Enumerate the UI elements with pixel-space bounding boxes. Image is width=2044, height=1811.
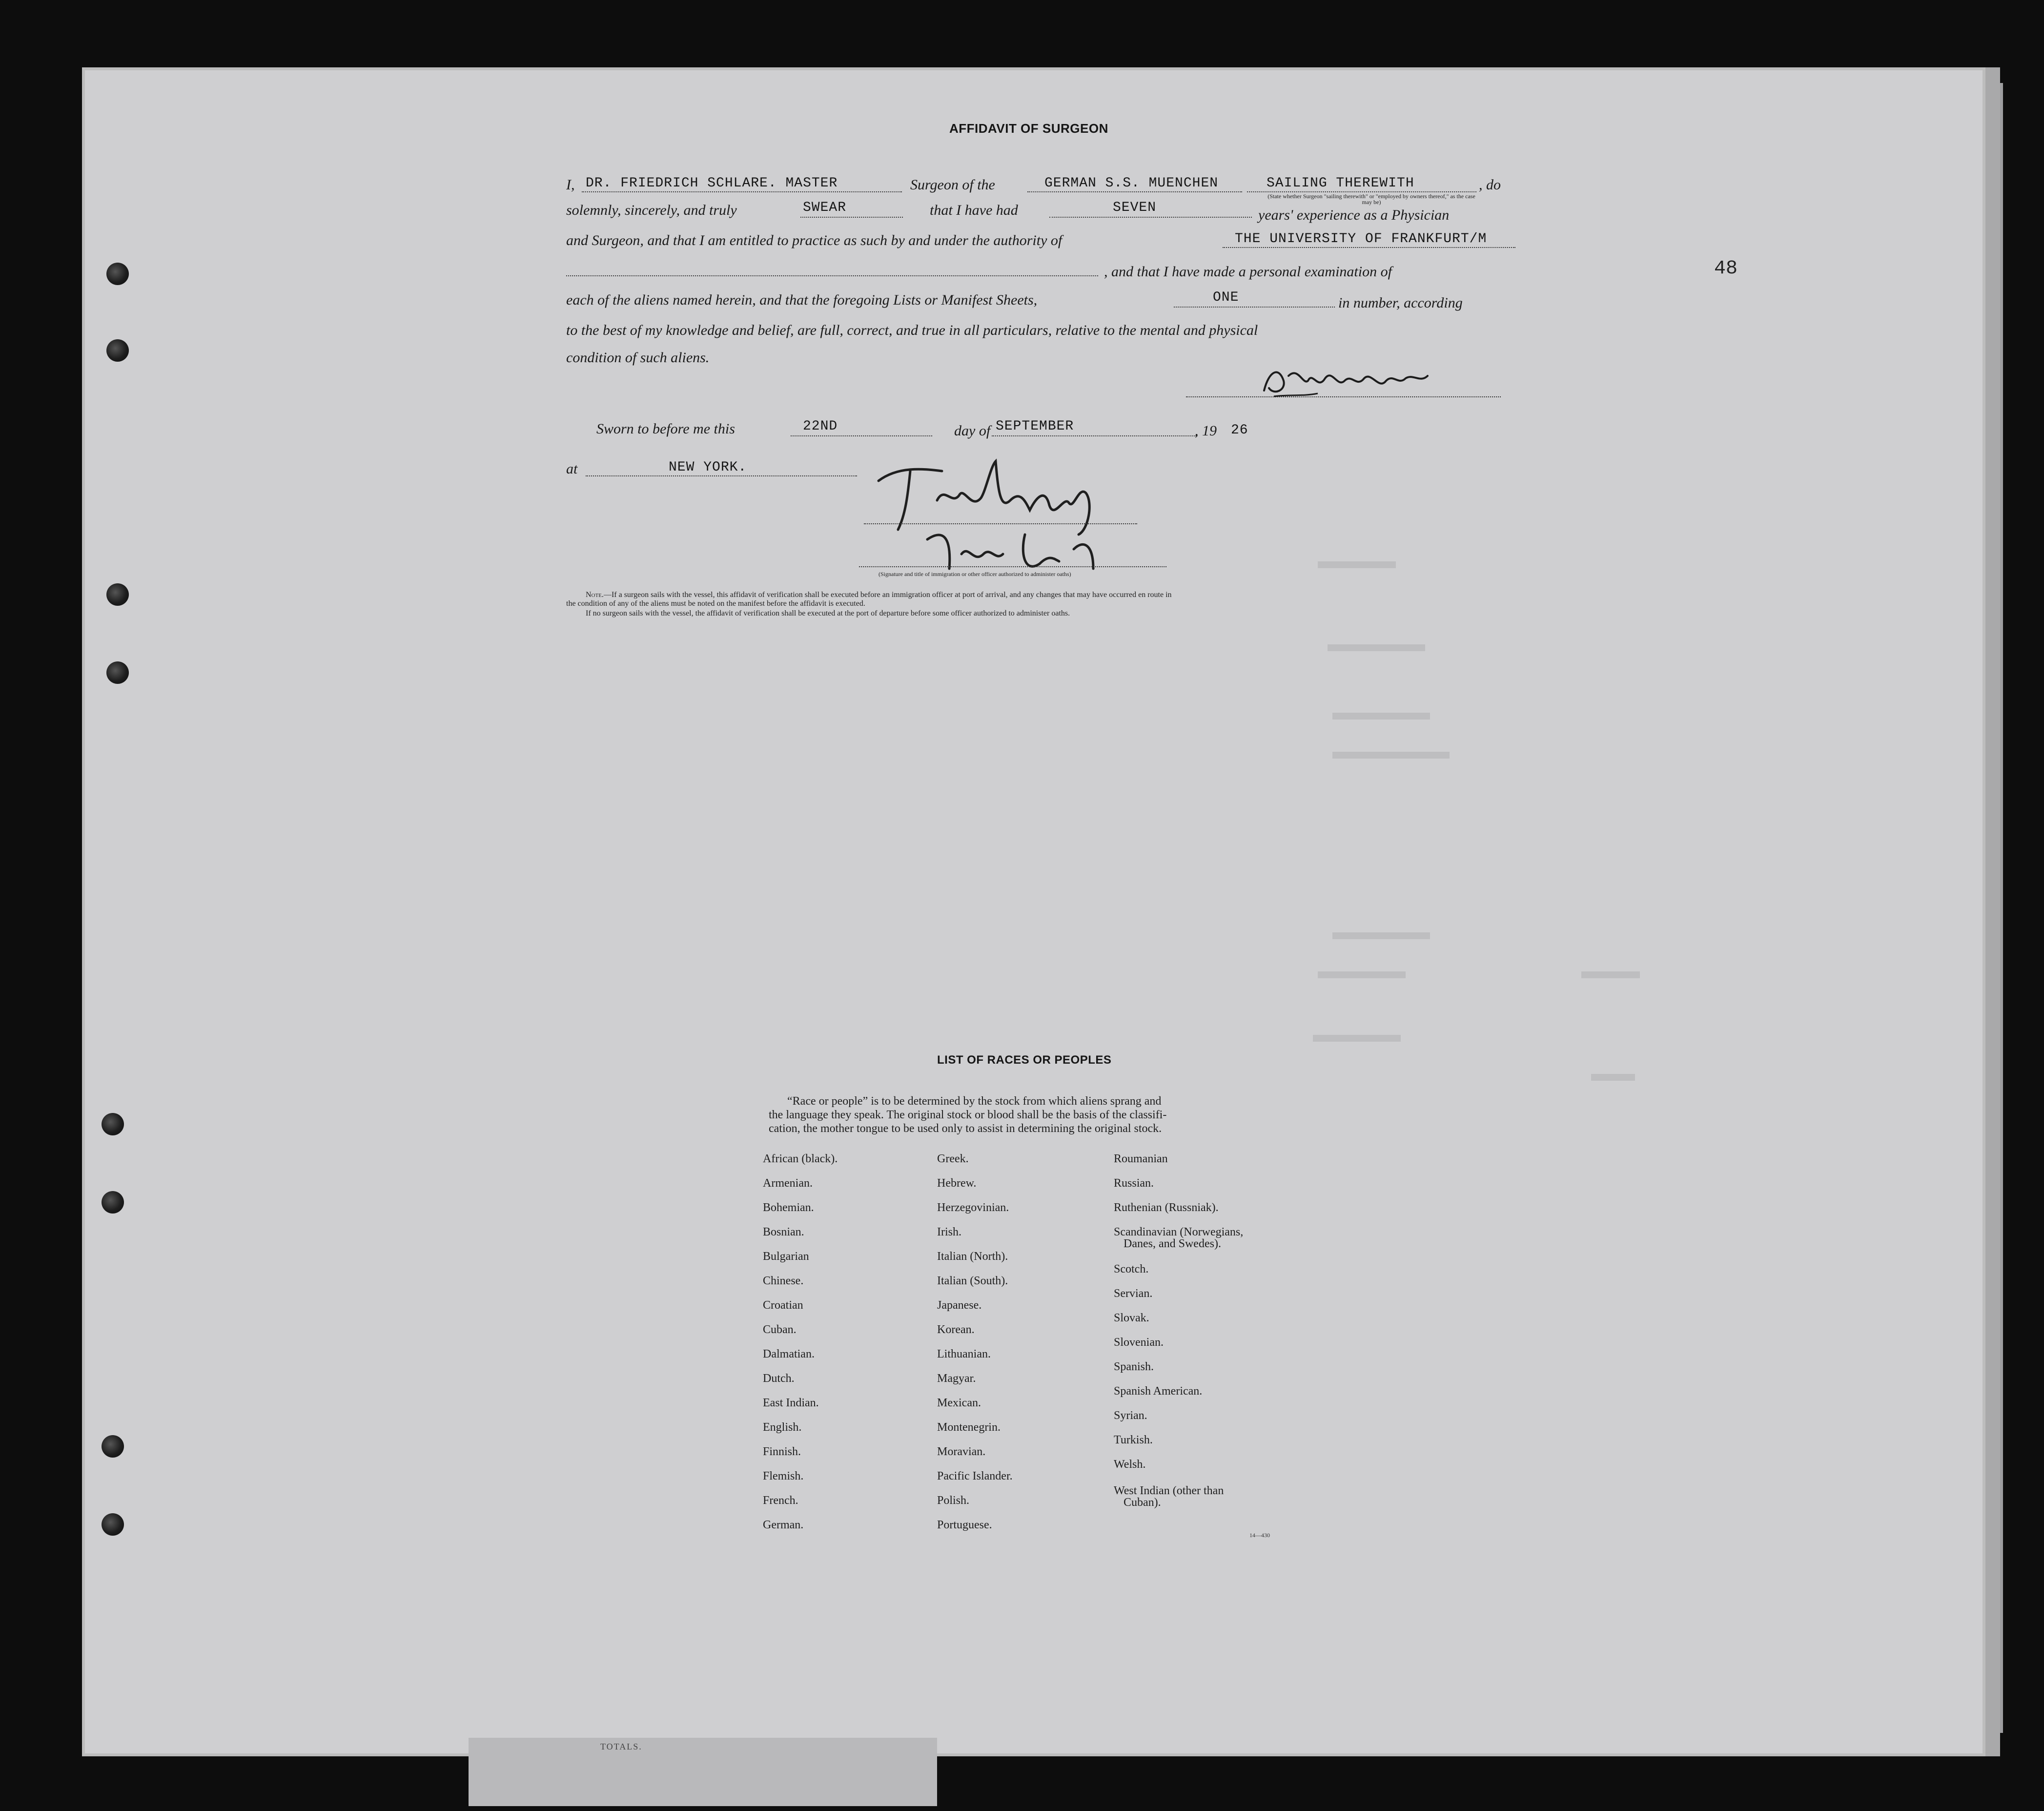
- race-item: Welsh.: [1114, 1458, 1146, 1471]
- affidavit-line4-end: , and that I have made a personal examination of: [1104, 264, 1392, 280]
- bleed-through-mark: [1318, 971, 1406, 978]
- races-intro-line2: the language they speak. The original stock or blood shall be the basis of the classifi-: [769, 1109, 1167, 1121]
- race-item: Slovak.: [1114, 1312, 1149, 1324]
- races-title: LIST OF RACES OR PEOPLES: [937, 1053, 1112, 1067]
- race-item: Herzegovinian.: [937, 1201, 1009, 1214]
- race-item: Cuban.: [763, 1323, 797, 1336]
- authority-value: THE UNIVERSITY OF FRANKFURT/M: [1235, 231, 1487, 247]
- race-item: Flemish.: [763, 1470, 804, 1482]
- punch-hole: [102, 1191, 124, 1214]
- page-number: 48: [1714, 258, 1738, 280]
- race-item: Pacific Islander.: [937, 1470, 1013, 1482]
- officer-signature: [864, 456, 1137, 583]
- race-item: Lithuanian.: [937, 1348, 991, 1360]
- year-prefix: , 19: [1195, 423, 1217, 439]
- officer-signature-line-upper: [864, 523, 1137, 524]
- race-item: Roumanian: [1114, 1152, 1168, 1165]
- race-item: Turkish.: [1114, 1434, 1153, 1446]
- affidavit-line5-prefix: each of the aliens named herein, and that the foregoing Lists or Manifest Sheets,: [566, 292, 1038, 308]
- race-item: Montenegrin.: [937, 1421, 1001, 1434]
- affidavit-title: AFFIDAVIT OF SURGEON: [949, 121, 1108, 136]
- authority-continuation-field: [566, 261, 1098, 276]
- sailing-hint: (State whether Surgeon "sailing therewith" or "employed by owners thereof," as the case may be): [1267, 193, 1475, 206]
- affidavit-line2-mid: that I have had: [930, 202, 1018, 218]
- race-item: Greek.: [937, 1152, 969, 1165]
- bleed-through-mark: [1581, 971, 1640, 978]
- sailing-value: SAILING THEREWITH: [1267, 176, 1414, 191]
- race-item: Slovenian.: [1114, 1336, 1164, 1349]
- races-intro-line1: “Race or people” is to be determined by the stock from which aliens sprang and: [787, 1095, 1162, 1108]
- punch-hole: [106, 263, 129, 285]
- form-code: 14—430: [1249, 1532, 1270, 1539]
- punch-hole: [102, 1513, 124, 1536]
- race-item: Dalmatian.: [763, 1348, 815, 1360]
- race-item: Italian (North).: [937, 1250, 1008, 1263]
- affidavit-line1-mid: Surgeon of the: [910, 177, 995, 193]
- race-item: Italian (South).: [937, 1275, 1008, 1287]
- sworn-month-value: SEPTEMBER: [996, 419, 1074, 434]
- affidavit-line1-prefix: I,: [566, 177, 575, 193]
- race-item: Mexican.: [937, 1397, 981, 1409]
- race-item: West Indian (other than: [1114, 1484, 1224, 1497]
- races-intro-line3: cation, the mother tongue to be used only to assist in determining the original stock.: [769, 1122, 1162, 1135]
- race-item: French.: [763, 1494, 798, 1507]
- at-label: at: [566, 461, 578, 477]
- surgeon-signature: [1259, 361, 1435, 400]
- affidavit-line2-end: years' experience as a Physician: [1258, 207, 1450, 223]
- day-of-label: day of: [954, 423, 991, 439]
- bleed-through-mark: [1332, 713, 1430, 720]
- race-item: Spanish.: [1114, 1360, 1154, 1373]
- affidavit-line5-end: in number, according: [1338, 295, 1463, 311]
- race-item: Japanese.: [937, 1299, 982, 1312]
- affidavit-line2-prefix: solemnly, sincerely, and truly: [566, 202, 737, 218]
- race-item: Moravian.: [937, 1445, 986, 1458]
- punch-hole: [106, 339, 129, 362]
- years-value: SEVEN: [1113, 200, 1157, 215]
- bleed-through-mark: [1318, 561, 1396, 568]
- race-item: African (black).: [763, 1152, 838, 1165]
- bleed-through-mark: [1313, 1035, 1401, 1042]
- bleed-through-mark: [1332, 932, 1430, 939]
- affidavit-line6: to the best of my knowledge and belief, are full, correct, and true in all particulars, relative to the mental and physical: [566, 322, 1258, 338]
- race-item: Polish.: [937, 1494, 970, 1507]
- note-line2: the condition of any of the aliens must be noted on the manifest before the affidavit is executed.: [566, 599, 865, 608]
- race-item: Irish.: [937, 1226, 961, 1238]
- sheets-value: ONE: [1213, 290, 1239, 305]
- race-item: Magyar.: [937, 1372, 976, 1385]
- race-item: Bosnian.: [763, 1226, 804, 1238]
- race-item: Dutch.: [763, 1372, 795, 1385]
- note-line3: If no surgeon sails with the vessel, the affidavit of verification shall be executed at the port of departure before some officer authorized to administer oaths.: [586, 609, 1070, 617]
- punch-hole: [106, 583, 129, 606]
- affidavit-line3-prefix: and Surgeon, and that I am entitled to practice as such by and under the authority of: [566, 232, 1063, 248]
- race-item: Ruthenian (Russniak).: [1114, 1201, 1219, 1214]
- bleed-through-mark: [1328, 644, 1425, 651]
- race-item: Finnish.: [763, 1445, 801, 1458]
- place-value: NEW YORK.: [669, 460, 747, 475]
- scanned-page: [82, 67, 1985, 1756]
- race-item: Croatian: [763, 1299, 803, 1312]
- punch-hole: [102, 1435, 124, 1458]
- race-item: Servian.: [1114, 1287, 1153, 1300]
- affidavit-line1-end: , do: [1479, 177, 1501, 193]
- race-item: Russian.: [1114, 1177, 1154, 1190]
- race-item: East Indian.: [763, 1397, 819, 1409]
- underlying-totals-label: TOTALS.: [600, 1742, 642, 1751]
- race-item: Bulgarian: [763, 1250, 809, 1263]
- bleed-through-mark: [1591, 1074, 1635, 1081]
- race-item: Cuban).: [1124, 1496, 1161, 1509]
- race-item: Scandinavian (Norwegians,: [1114, 1226, 1244, 1238]
- race-item: Korean.: [937, 1323, 975, 1336]
- race-item: Chinese.: [763, 1275, 804, 1287]
- oath-value: SWEAR: [803, 200, 847, 215]
- sworn-day-value: 22ND: [803, 419, 838, 434]
- note-line1-text: —If a surgeon sails with the vessel, this affidavit of verification shall be executed before an immigration officer at port of arrival, and any changes that may have occurred en route in: [603, 591, 1172, 599]
- officer-signature-line: [859, 566, 1166, 567]
- punch-hole: [102, 1113, 124, 1135]
- race-item: German.: [763, 1519, 804, 1531]
- year-value: 26: [1231, 423, 1248, 438]
- race-item: Scotch.: [1114, 1263, 1149, 1276]
- note-line1: [586, 591, 1172, 599]
- race-item: Danes, and Swedes).: [1124, 1237, 1221, 1250]
- race-item: Spanish American.: [1114, 1385, 1203, 1398]
- bleed-through-mark: [1332, 752, 1450, 759]
- punch-hole: [106, 661, 129, 684]
- officer-caption: (Signature and title of immigration or other officer authorized to administer oaths): [879, 571, 1071, 577]
- surgeon-name-value: DR. FRIEDRICH SCHLARE. MASTER: [586, 176, 838, 191]
- race-item: Portuguese.: [937, 1519, 992, 1531]
- race-item: Syrian.: [1114, 1409, 1147, 1422]
- affidavit-line7: condition of such aliens.: [566, 350, 710, 366]
- race-item: Armenian.: [763, 1177, 813, 1190]
- sheets-field: [1174, 292, 1335, 308]
- note-label: Note.: [586, 591, 604, 599]
- race-item: Hebrew.: [937, 1177, 977, 1190]
- races-intro: [769, 1094, 1286, 1135]
- underlying-sheets: [469, 1738, 937, 1806]
- vessel-value: GERMAN S.S. MUENCHEN: [1044, 176, 1219, 191]
- sworn-prefix: Sworn to before me this: [596, 421, 735, 437]
- race-item: Bohemian.: [763, 1201, 814, 1214]
- race-item: English.: [763, 1421, 802, 1434]
